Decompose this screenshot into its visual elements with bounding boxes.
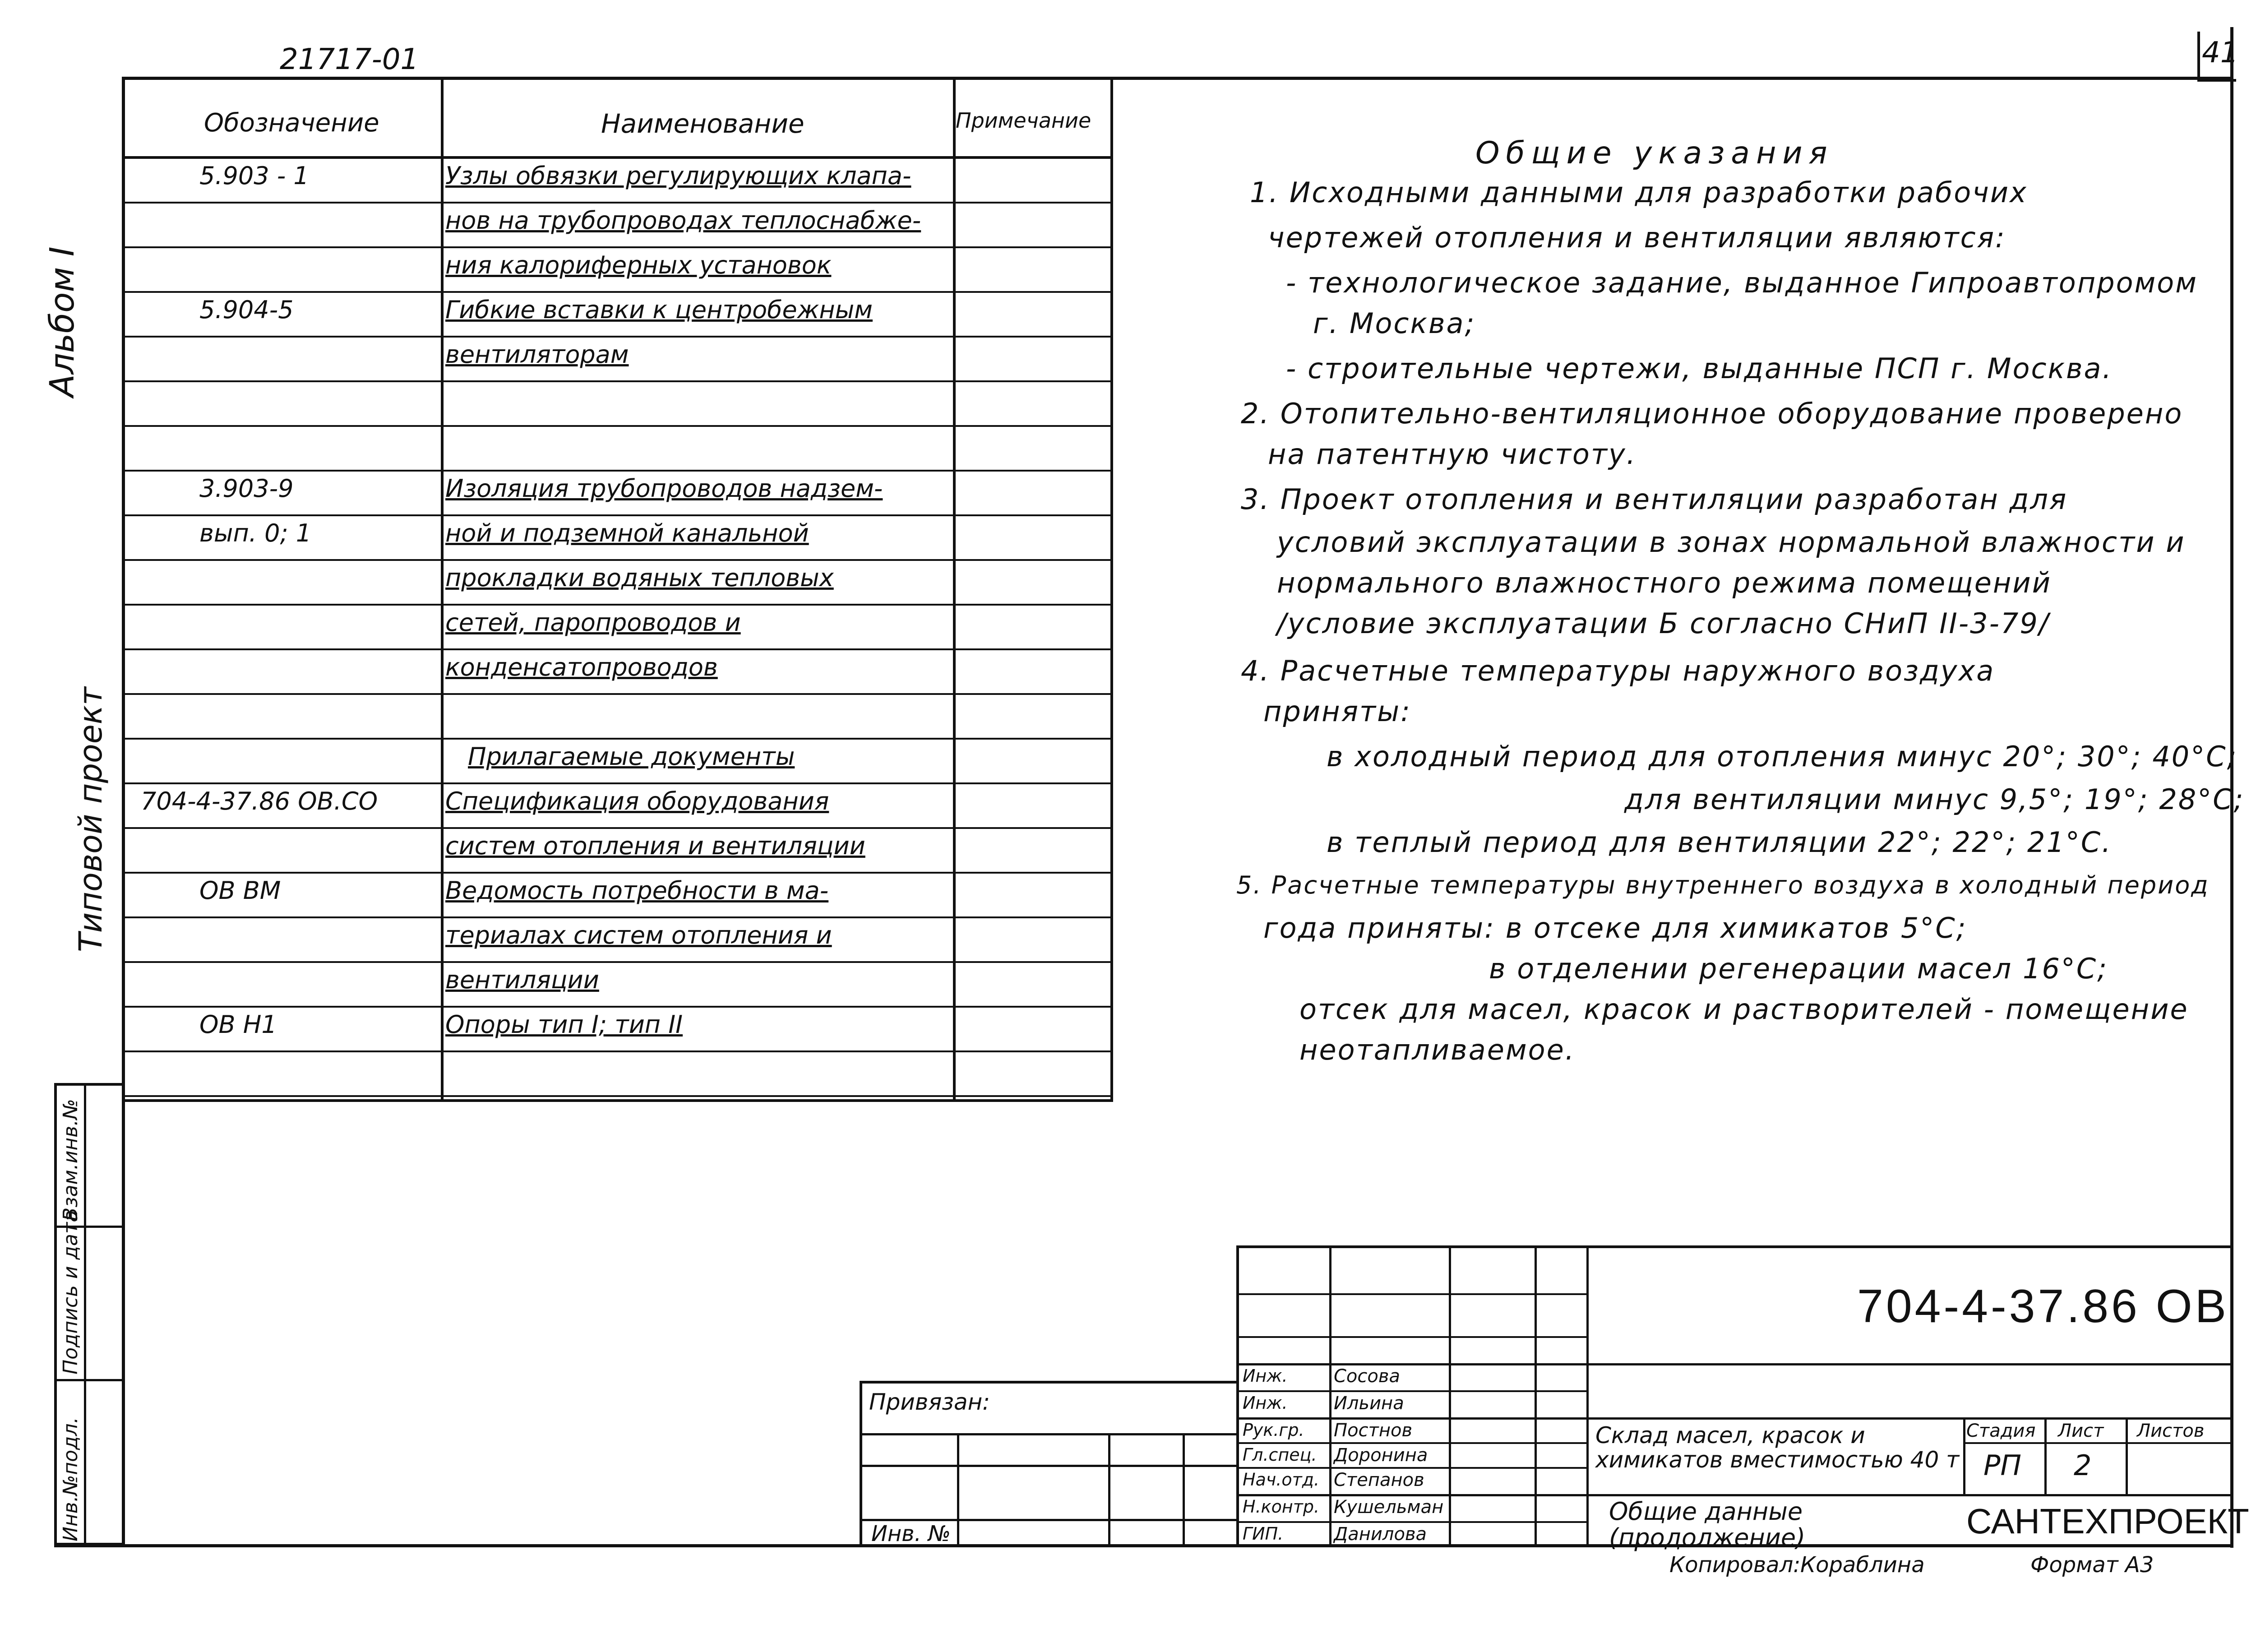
note-line: отсек для масел, красок и растворителей - помещение — [1299, 993, 2189, 1026]
spec-designation-cell: вып. 0; 1 — [199, 519, 312, 547]
project-code: 704-4-37.86 ОВ — [1857, 1280, 2229, 1333]
spec-designation-cell: 5.903 - 1 — [199, 162, 309, 190]
stage-label: Стадия — [1966, 1421, 2036, 1441]
note-line: на патентную чистоту. — [1268, 438, 1637, 471]
tb-role: Гл.спец. — [1243, 1445, 1317, 1465]
tb-name: Степанов — [1334, 1470, 1424, 1490]
spec-designation-cell: 704-4-37.86 ОВ.СО — [141, 787, 378, 815]
tb-role: Н.контр. — [1243, 1497, 1320, 1517]
spec-name-cell: Изоляция трубопроводов надзем- — [445, 474, 883, 503]
tb-role: Рук.гр. — [1243, 1420, 1304, 1440]
spec-name-cell: систем отопления и вентиляции — [445, 832, 865, 860]
left-stamp-divider — [84, 1086, 86, 1546]
spec-name-cell: ной и подземной канальной — [445, 519, 809, 547]
spec-header-name: Наименование — [601, 108, 804, 139]
spec-name-cell: териалах систем отопления и — [445, 921, 832, 949]
note-line: - строительные чертежи, выданные ПСП г. Москва. — [1286, 352, 2113, 385]
project-type-label: Типовой проект — [72, 687, 109, 952]
binding-block — [860, 1381, 1239, 1546]
note-line: чертежей отопления и вентиляции являются: — [1268, 221, 2006, 254]
spec-header-note: Примечание — [956, 108, 1091, 133]
note-line: года приняты: в отсеке для химикатов 5°С; — [1263, 912, 1967, 944]
spec-name-cell: ния калориферных установок — [445, 251, 832, 279]
organization: САНТЕХПРОЕКТ — [1966, 1501, 2249, 1541]
tb-name: Кушельман — [1334, 1497, 1444, 1518]
note-line: 1. Исходными данными для разработки рабочих — [1250, 176, 2028, 209]
title-block — [1236, 1245, 2249, 1552]
note-line: в отделении регенерации масел 16°С; — [1489, 952, 2108, 985]
tb-name: Данилова — [1334, 1524, 1427, 1545]
spec-name-cell: Прилагаемые документы — [468, 742, 795, 771]
spec-name-cell: прокладки водяных тепловых — [445, 564, 834, 592]
note-line: в теплый период для вентиляции 22°; 22°; 21°С. — [1327, 826, 2112, 859]
note-line: приняты: — [1263, 695, 1411, 728]
spec-name-cell: конденсатопроводов — [445, 653, 718, 681]
spec-name-cell: Ведомость потребности в ма- — [445, 876, 829, 905]
stage-value: РП — [1983, 1449, 2022, 1482]
left-stamp-sep-2 — [57, 1379, 122, 1381]
tb-role: Нач.отд. — [1243, 1470, 1320, 1490]
spec-name-cell: вентиляции — [445, 966, 599, 994]
binding-col-2 — [1108, 1433, 1110, 1546]
stamp-replace-inv: Взам.инв.№ — [59, 1099, 82, 1221]
sheet-number: 41 — [2202, 36, 2239, 69]
tb-col-date — [1586, 1248, 1589, 1546]
tb-name: Ильина — [1334, 1393, 1404, 1414]
spec-header-designation: Обозначение — [204, 108, 379, 138]
spec-name-cell: нов на трубопроводах теплоснабже- — [445, 206, 921, 235]
spec-designation-cell: ОВ ВМ — [199, 876, 281, 905]
tb-name: Постнов — [1334, 1420, 1413, 1441]
note-line: условий эксплуатации в зонах нормальной влажности и — [1277, 526, 2186, 559]
note-line: в холодный период для отопления минус 20°; 30°; 40°С; — [1327, 740, 2238, 773]
spec-designation-cell: 3.903-9 — [199, 474, 294, 503]
spec-name-cell: Узлы обвязки регулирующих клапа- — [445, 162, 911, 190]
stamp-signature-date: Подпись и дата — [59, 1210, 82, 1374]
spec-name-cell: сетей, паропроводов и — [445, 608, 741, 637]
sheet-label: Лист — [2058, 1421, 2104, 1441]
tb-sheet-col — [2044, 1417, 2047, 1494]
note-line: /условие эксплуатации Б согласно СНиП II-3-79/ — [1277, 607, 2050, 640]
spec-name-cell: Опоры тип I; тип II — [445, 1010, 683, 1039]
spec-name-cell: Спецификация оборудования — [445, 787, 829, 815]
format-label: Формат А3 — [2030, 1552, 2154, 1578]
tb-role: Инж. — [1243, 1366, 1288, 1386]
tb-role: Инж. — [1243, 1393, 1288, 1413]
inv-label: Инв. № — [871, 1521, 951, 1546]
object-title: Склад масел, красок и химикатов вместимостью 40 т — [1595, 1422, 1960, 1473]
spec-designation-cell: 5.904-5 — [199, 296, 294, 324]
tb-stage-col — [1963, 1417, 1965, 1494]
copied-name: Кораблина — [1800, 1552, 1925, 1578]
spec-name-cell: вентиляторам — [445, 340, 629, 369]
tb-stage-header-line — [1963, 1442, 2232, 1444]
note-line: для вентиляции минус 9,5°; 19°; 28°С; — [1624, 783, 2245, 816]
binding-col-1 — [957, 1433, 959, 1546]
binding-col-3 — [1183, 1433, 1185, 1546]
note-line: 2. Отопительно-вентиляционное оборудование проверено — [1241, 397, 2183, 430]
album-label: Альбом I — [43, 246, 82, 397]
stamp-inv-number: Инв.№подл. — [59, 1417, 82, 1541]
tb-signatures — [1239, 1248, 1586, 1546]
left-stamp — [54, 1083, 122, 1546]
tb-role: ГИП. — [1243, 1524, 1284, 1544]
tb-name: Сосова — [1334, 1366, 1400, 1387]
tb-sheets-col — [2126, 1417, 2128, 1494]
sheet-title: Общие данные (продолжение) — [1609, 1497, 1806, 1552]
note-line: нормального влажностного режима помещений — [1277, 566, 2052, 599]
note-line: г. Москва; — [1313, 307, 1476, 340]
copied-label: Копировал: — [1669, 1552, 1801, 1578]
notes-title: Общие указания — [1475, 135, 1834, 171]
bound-label: Привязан: — [869, 1389, 990, 1415]
tb-name: Доронина — [1334, 1445, 1428, 1466]
archive-number: 21717-01 — [280, 43, 419, 76]
note-line: 4. Расчетные температуры наружного воздуха — [1241, 654, 1995, 687]
spec-designation-cell: ОВ Н1 — [199, 1010, 277, 1039]
note-line: 5. Расчетные температуры внутреннего воздуха в холодный период — [1236, 871, 2210, 899]
note-line: 3. Проект отопления и вентиляции разработан для — [1241, 483, 2068, 516]
note-line: неотапливаемое. — [1299, 1033, 1576, 1066]
note-line: - технологическое задание, выданное Гипроавтопромом — [1286, 266, 2198, 299]
sheets-label: Листов — [2137, 1421, 2205, 1441]
sheet-value: 2 — [2074, 1449, 2092, 1482]
spec-name-cell: Гибкие вставки к центробежным — [445, 296, 873, 324]
